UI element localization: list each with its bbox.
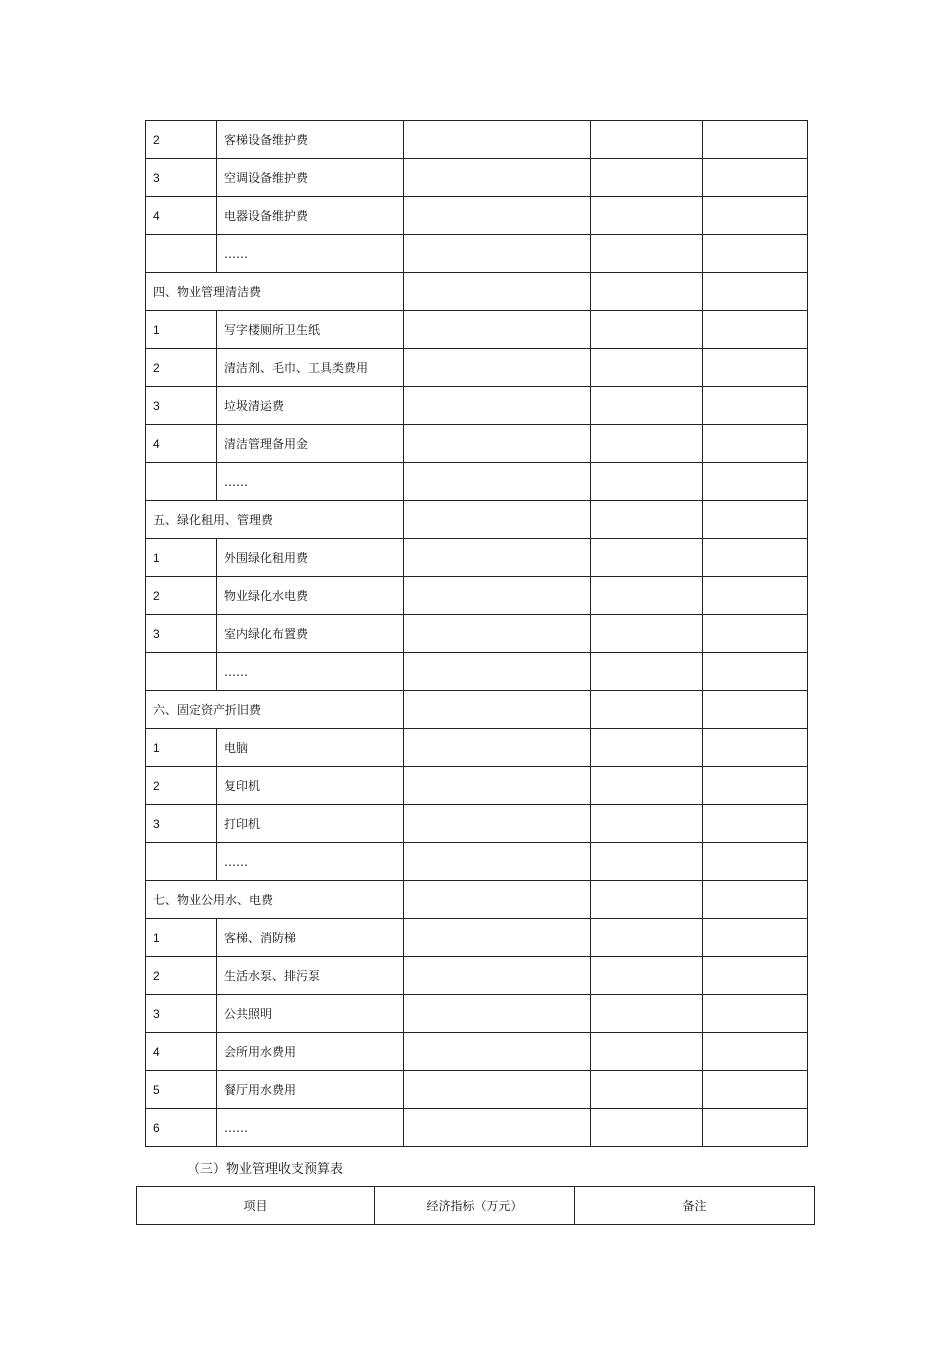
header-project: 项目 — [137, 1187, 375, 1225]
item-name: …… — [217, 463, 404, 501]
empty-cell — [703, 881, 808, 919]
empty-cell — [591, 615, 703, 653]
empty-cell — [591, 387, 703, 425]
empty-cell — [591, 349, 703, 387]
empty-cell — [591, 539, 703, 577]
empty-cell — [591, 767, 703, 805]
item-number: 3 — [146, 995, 217, 1033]
empty-cell — [703, 159, 808, 197]
item-row — [146, 121, 808, 159]
empty-cell — [591, 995, 703, 1033]
empty-cell — [703, 121, 808, 159]
empty-cell — [591, 159, 703, 197]
item-name: 公共照明 — [217, 995, 404, 1033]
item-row — [146, 843, 808, 881]
empty-cell — [404, 311, 591, 349]
empty-cell — [404, 501, 591, 539]
section-title: 六、固定资产折旧费 — [146, 691, 404, 729]
item-number: 3 — [146, 805, 217, 843]
item-number — [146, 843, 217, 881]
budget-table — [145, 120, 808, 1147]
item-row — [146, 957, 808, 995]
empty-cell — [591, 653, 703, 691]
empty-cell — [404, 197, 591, 235]
empty-cell — [703, 577, 808, 615]
item-number — [146, 235, 217, 273]
item-number: 6 — [146, 1109, 217, 1147]
empty-cell — [591, 1071, 703, 1109]
item-number: 2 — [146, 577, 217, 615]
item-row — [146, 387, 808, 425]
item-name: 外围绿化租用费 — [217, 539, 404, 577]
item-number — [146, 463, 217, 501]
empty-cell — [404, 995, 591, 1033]
item-number: 2 — [146, 121, 217, 159]
item-name: …… — [217, 235, 404, 273]
item-name: 客梯、消防梯 — [217, 919, 404, 957]
empty-cell — [703, 1109, 808, 1147]
item-row — [146, 463, 808, 501]
empty-cell — [703, 767, 808, 805]
section-title: 五、绿化租用、管理费 — [146, 501, 404, 539]
empty-cell — [703, 957, 808, 995]
item-name: 写字楼厕所卫生纸 — [217, 311, 404, 349]
item-row — [146, 767, 808, 805]
item-row — [146, 995, 808, 1033]
item-name: …… — [217, 843, 404, 881]
item-name: 垃圾清运费 — [217, 387, 404, 425]
empty-cell — [591, 1109, 703, 1147]
empty-cell — [703, 919, 808, 957]
empty-cell — [591, 235, 703, 273]
item-number: 3 — [146, 615, 217, 653]
item-row — [146, 425, 808, 463]
summary-table — [136, 1186, 815, 1225]
item-name: 清洁剂、毛巾、工具类费用 — [217, 349, 404, 387]
header-economic-indicator: 经济指标（万元） — [375, 1187, 575, 1225]
empty-cell — [703, 235, 808, 273]
empty-cell — [703, 539, 808, 577]
empty-cell — [703, 273, 808, 311]
item-number: 1 — [146, 539, 217, 577]
empty-cell — [703, 729, 808, 767]
empty-cell — [404, 1109, 591, 1147]
item-name: 室内绿化布置费 — [217, 615, 404, 653]
item-row — [146, 653, 808, 691]
empty-cell — [591, 425, 703, 463]
item-name: 物业绿化水电费 — [217, 577, 404, 615]
empty-cell — [404, 463, 591, 501]
empty-cell — [404, 615, 591, 653]
empty-cell — [404, 729, 591, 767]
empty-cell — [703, 387, 808, 425]
empty-cell — [703, 197, 808, 235]
item-name: 打印机 — [217, 805, 404, 843]
empty-cell — [703, 653, 808, 691]
empty-cell — [591, 691, 703, 729]
empty-cell — [591, 577, 703, 615]
item-number: 1 — [146, 729, 217, 767]
empty-cell — [404, 159, 591, 197]
item-number: 4 — [146, 1033, 217, 1071]
item-name: 会所用水费用 — [217, 1033, 404, 1071]
section-row — [146, 881, 808, 919]
empty-cell — [591, 881, 703, 919]
empty-cell — [404, 691, 591, 729]
item-name: 空调设备维护费 — [217, 159, 404, 197]
section-caption: （三）物业管理收支预算表 — [187, 1162, 344, 1177]
empty-cell — [591, 501, 703, 539]
budget-table-body — [146, 121, 808, 1147]
item-row — [146, 349, 808, 387]
item-row — [146, 539, 808, 577]
item-row — [146, 311, 808, 349]
item-name: …… — [217, 653, 404, 691]
empty-cell — [404, 957, 591, 995]
item-number: 2 — [146, 957, 217, 995]
empty-cell — [591, 273, 703, 311]
item-name: 生活水泵、排污泵 — [217, 957, 404, 995]
empty-cell — [591, 311, 703, 349]
item-row — [146, 615, 808, 653]
empty-cell — [703, 843, 808, 881]
empty-cell — [703, 691, 808, 729]
item-number: 1 — [146, 311, 217, 349]
item-row — [146, 1033, 808, 1071]
empty-cell — [404, 1033, 591, 1071]
empty-cell — [703, 349, 808, 387]
empty-cell — [404, 881, 591, 919]
empty-cell — [404, 767, 591, 805]
item-name: 客梯设备维护费 — [217, 121, 404, 159]
empty-cell — [404, 273, 591, 311]
item-row — [146, 577, 808, 615]
empty-cell — [591, 729, 703, 767]
section-row — [146, 273, 808, 311]
item-number: 5 — [146, 1071, 217, 1109]
item-name: 清洁管理备用金 — [217, 425, 404, 463]
summary-header-row — [137, 1187, 815, 1225]
empty-cell — [703, 995, 808, 1033]
empty-cell — [404, 653, 591, 691]
item-name: 餐厅用水费用 — [217, 1071, 404, 1109]
item-name: 电脑 — [217, 729, 404, 767]
item-row — [146, 729, 808, 767]
item-row — [146, 197, 808, 235]
item-row — [146, 805, 808, 843]
item-number — [146, 653, 217, 691]
empty-cell — [703, 805, 808, 843]
item-row — [146, 1109, 808, 1147]
empty-cell — [404, 805, 591, 843]
item-row — [146, 159, 808, 197]
empty-cell — [404, 349, 591, 387]
empty-cell — [404, 843, 591, 881]
item-name: 复印机 — [217, 767, 404, 805]
header-remarks: 备注 — [575, 1187, 815, 1225]
empty-cell — [703, 425, 808, 463]
section-row — [146, 501, 808, 539]
item-row — [146, 919, 808, 957]
item-number: 2 — [146, 767, 217, 805]
empty-cell — [703, 501, 808, 539]
empty-cell — [404, 235, 591, 273]
empty-cell — [703, 1071, 808, 1109]
item-number: 3 — [146, 387, 217, 425]
item-number: 3 — [146, 159, 217, 197]
item-name: …… — [217, 1109, 404, 1147]
empty-cell — [404, 425, 591, 463]
empty-cell — [404, 121, 591, 159]
item-number: 4 — [146, 197, 217, 235]
empty-cell — [404, 539, 591, 577]
item-row — [146, 235, 808, 273]
empty-cell — [591, 463, 703, 501]
empty-cell — [703, 1033, 808, 1071]
empty-cell — [703, 311, 808, 349]
section-title: 四、物业管理清洁费 — [146, 273, 404, 311]
empty-cell — [591, 957, 703, 995]
item-row — [146, 1071, 808, 1109]
empty-cell — [404, 919, 591, 957]
empty-cell — [591, 1033, 703, 1071]
empty-cell — [703, 615, 808, 653]
empty-cell — [703, 463, 808, 501]
empty-cell — [591, 843, 703, 881]
empty-cell — [404, 387, 591, 425]
section-title: 七、物业公用水、电费 — [146, 881, 404, 919]
section-row — [146, 691, 808, 729]
empty-cell — [591, 121, 703, 159]
empty-cell — [591, 197, 703, 235]
item-number: 4 — [146, 425, 217, 463]
empty-cell — [404, 1071, 591, 1109]
empty-cell — [404, 577, 591, 615]
item-number: 1 — [146, 919, 217, 957]
empty-cell — [591, 919, 703, 957]
empty-cell — [591, 805, 703, 843]
item-name: 电器设备维护费 — [217, 197, 404, 235]
item-number: 2 — [146, 349, 217, 387]
